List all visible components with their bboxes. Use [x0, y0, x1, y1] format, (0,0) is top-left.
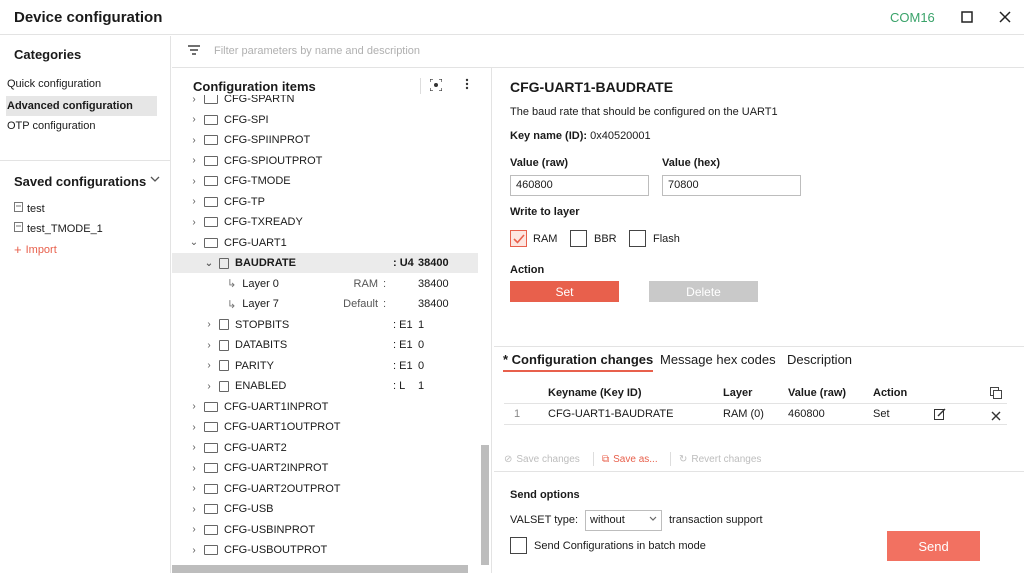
- delete-button[interactable]: Delete: [649, 281, 758, 302]
- more-options-icon[interactable]: [465, 78, 469, 93]
- tree-row-value: 38400: [418, 298, 449, 310]
- ram-label: RAM: [533, 233, 558, 245]
- folder-icon: [204, 156, 218, 166]
- save-as-label: Save as...: [613, 454, 658, 465]
- tree-row-value: 1: [418, 318, 425, 331]
- tree-row-label: CFG-TMODE: [224, 175, 291, 187]
- tree-row-label: DATABITS: [235, 339, 288, 351]
- saved-item-test[interactable]: [14, 202, 45, 215]
- chevron-down-icon: [649, 514, 657, 527]
- chevron-right-icon[interactable]: ›: [192, 134, 196, 146]
- folder-icon: [204, 525, 218, 535]
- row-keyname: CFG-UART1-BAUDRATE: [548, 408, 674, 420]
- configuration-items-title: Configuration items: [193, 79, 316, 94]
- tree-row-label: Layer 0: [242, 277, 279, 290]
- tree-row-cfg-uart2inprot[interactable]: [172, 458, 478, 478]
- edit-icon[interactable]: [934, 407, 946, 425]
- tree-row-cfg-uart2outprot[interactable]: [172, 479, 478, 499]
- tree-row-type: : E1: [393, 339, 413, 351]
- folder-icon: [204, 115, 218, 125]
- detail-panel: [494, 68, 1024, 573]
- filter-icon[interactable]: [188, 44, 201, 59]
- file-icon: [14, 222, 23, 235]
- tree-row-stopbits[interactable]: [172, 315, 478, 335]
- tree-row-baudrate[interactable]: [172, 253, 478, 273]
- parameter-name: CFG-UART1-BAUDRATE: [510, 79, 674, 95]
- tree-row-label: CFG-UART2: [224, 441, 287, 454]
- tree-row-label: STOPBITS: [235, 318, 290, 331]
- focus-icon[interactable]: [430, 78, 442, 96]
- bbr-label: BBR: [594, 233, 617, 245]
- tree-row-cfg-spi[interactable]: [172, 110, 478, 130]
- folder-icon: [204, 463, 218, 473]
- tree-row-value: 0: [418, 359, 425, 372]
- chevron-right-icon[interactable]: ›: [192, 175, 196, 187]
- send-button[interactable]: Send: [887, 531, 980, 561]
- chevron-right-icon[interactable]: ›: [207, 360, 211, 371]
- flash-checkbox[interactable]: [629, 230, 646, 247]
- sidebar-item-otp-configuration[interactable]: OTP configuration: [7, 120, 96, 132]
- plus-icon: +: [14, 242, 22, 257]
- layer-separator: :: [382, 277, 386, 290]
- tree-horizontal-scrollbar[interactable]: [172, 565, 468, 573]
- valset-type-label: VALSET type:: [510, 514, 579, 526]
- chevron-down-icon[interactable]: ⌄: [204, 257, 214, 269]
- tree-row-label: CFG-SPIOUTPROT: [224, 154, 323, 167]
- tabs-divider: [494, 346, 1024, 347]
- folder-icon: [204, 504, 218, 514]
- chevron-right-icon[interactable]: ›: [192, 216, 196, 228]
- tree-row-label: ENABLED: [235, 380, 287, 392]
- tree-row-type: : E1: [393, 359, 413, 372]
- remove-icon[interactable]: [991, 408, 1001, 426]
- tree-row-label: CFG-SPARTN: [224, 95, 295, 105]
- folder-icon: [204, 238, 218, 248]
- import-label: Import: [25, 243, 57, 256]
- folder-icon: [204, 217, 218, 227]
- action-divider: [670, 452, 671, 466]
- folder-icon: [204, 422, 218, 432]
- tree-row-cfg-usb[interactable]: [172, 499, 478, 519]
- key-name-row: [510, 130, 651, 142]
- key-name-value: 0x40520001: [590, 130, 651, 142]
- folder-icon: [204, 545, 218, 555]
- com-port-label[interactable]: COM16: [890, 10, 935, 25]
- tree-row-layer-0[interactable]: [172, 274, 478, 294]
- row-layer: RAM (0): [723, 408, 764, 420]
- save-changes-button[interactable]: [504, 454, 580, 465]
- chevron-right-icon[interactable]: ›: [192, 544, 196, 556]
- row-value: 460800: [788, 408, 825, 420]
- header-divider: [420, 78, 421, 94]
- tree-vertical-scrollbar[interactable]: [481, 445, 489, 565]
- folder-icon: [204, 484, 218, 494]
- sub-arrow-icon: ↳: [227, 298, 237, 311]
- transaction-support-label: transaction support: [669, 514, 763, 526]
- folder-icon: [204, 176, 218, 186]
- tree-row-label: CFG-TP: [224, 195, 265, 208]
- tree-row-label: CFG-USB: [224, 503, 274, 515]
- tree-row-label: CFG-UART1: [224, 236, 287, 249]
- tree-row-cfg-tmode[interactable]: [172, 171, 478, 191]
- send-options-divider: [494, 471, 1024, 472]
- tree-row-layer: Default: [343, 298, 378, 310]
- revert-changes-button[interactable]: [679, 454, 761, 465]
- key-name-label: Key name (ID):: [510, 130, 588, 142]
- saved-item-label: test: [27, 202, 45, 215]
- chevron-right-icon[interactable]: ›: [192, 483, 196, 494]
- chevron-right-icon[interactable]: ›: [207, 380, 211, 392]
- tree-row-label: BAUDRATE: [235, 257, 296, 269]
- tree-row-cfg-txready[interactable]: [172, 212, 478, 232]
- parameter-description: The baud rate that should be configured on the UART1: [510, 106, 778, 118]
- chevron-right-icon[interactable]: ›: [207, 319, 211, 330]
- chevron-right-icon[interactable]: ›: [192, 401, 196, 412]
- folder-icon: [204, 135, 218, 145]
- tab-description[interactable]: Description: [787, 352, 853, 367]
- tree-row-label: CFG-SPIINPROT: [224, 134, 311, 146]
- tree-row-label: CFG-USBINPROT: [224, 523, 316, 536]
- folder-icon: [204, 197, 218, 207]
- tree-row-layer-7[interactable]: [172, 294, 478, 314]
- tree-row-cfg-spartn[interactable]: [172, 95, 478, 109]
- chevron-right-icon[interactable]: ›: [192, 503, 196, 515]
- save-as-button[interactable]: [602, 454, 658, 465]
- title-bar: [0, 0, 1024, 35]
- tree-row-type: : L: [393, 380, 406, 392]
- value-raw-label: Value (raw): [510, 157, 569, 169]
- filter-input[interactable]: Filter parameters by name and description: [214, 45, 421, 57]
- sub-arrow-icon: ↳: [227, 278, 237, 290]
- tree-row-label: PARITY: [235, 359, 274, 372]
- tree-row-cfg-spiinprot[interactable]: [172, 130, 478, 150]
- value-raw-input[interactable]: 460800: [510, 175, 649, 196]
- tree-row-value: 0: [418, 339, 425, 351]
- revert-changes-label: Revert changes: [691, 454, 762, 465]
- tree-row-layer: RAM: [353, 277, 378, 290]
- value-hex-input[interactable]: 70800: [662, 175, 801, 196]
- tree-row-label: CFG-UART1OUTPROT: [224, 421, 341, 433]
- tree-row-label: CFG-UART2INPROT: [224, 462, 329, 474]
- tree-row-cfg-uart1inprot[interactable]: [172, 397, 478, 417]
- layer-separator: :: [382, 298, 386, 310]
- document-icon: [219, 340, 229, 351]
- filter-bar: [172, 36, 1024, 68]
- tree-row-label: Layer 7: [242, 298, 279, 310]
- ram-checkbox[interactable]: [510, 230, 527, 247]
- sidebar-item-quick-configuration[interactable]: Quick configuration: [7, 78, 102, 90]
- tree-row-label: CFG-USBOUTPROT: [224, 544, 328, 556]
- folder-icon: [204, 402, 218, 412]
- write-to-layer-label: Write to layer: [510, 206, 580, 218]
- tree-row-value: 38400: [418, 257, 449, 269]
- tree-row-cfg-uart1[interactable]: [172, 233, 478, 253]
- configuration-items-panel: [172, 68, 492, 573]
- maximize-icon[interactable]: [957, 7, 977, 27]
- sidebar-divider: [0, 160, 171, 161]
- saved-item-label: test_TMODE_1: [27, 222, 103, 235]
- valset-type-select[interactable]: [585, 510, 662, 531]
- tree-row-value: 38400: [418, 277, 449, 290]
- action-label: Action: [510, 264, 545, 276]
- set-button[interactable]: Set: [510, 281, 619, 302]
- saved-configurations-title: Saved configurations: [14, 174, 147, 189]
- folder-icon: [204, 443, 218, 453]
- valset-type-value: without: [590, 514, 625, 526]
- tree-row-type: : U4: [393, 257, 414, 269]
- column-header-keyname: Keyname (Key ID): [548, 387, 642, 399]
- close-icon[interactable]: [995, 7, 1015, 27]
- tree-row-type: : E1: [393, 318, 413, 331]
- sidebar-item-advanced-configuration[interactable]: Advanced configuration: [6, 96, 157, 116]
- value-hex-label: Value (hex): [662, 157, 721, 169]
- revert-icon: ↻: [679, 454, 688, 465]
- tree-row-parity[interactable]: [172, 356, 478, 376]
- tree-row-value: 1: [418, 380, 425, 392]
- tree-row-label: CFG-UART1INPROT: [224, 400, 329, 413]
- import-button[interactable]: [14, 242, 57, 257]
- save-as-icon: ⧉: [602, 454, 610, 465]
- document-icon: [219, 381, 229, 392]
- batch-mode-label: Send Configurations in batch mode: [534, 540, 706, 552]
- saved-item-test-tmode-1[interactable]: [14, 222, 103, 235]
- copy-icon[interactable]: [990, 386, 1002, 404]
- tab-configuration-changes[interactable]: * Configuration changes: [503, 352, 653, 372]
- document-icon: [219, 319, 229, 330]
- folder-icon: [204, 95, 218, 104]
- chevron-right-icon[interactable]: ›: [192, 421, 196, 433]
- tree-list: [172, 95, 478, 565]
- document-icon: [219, 360, 229, 371]
- column-header-value-raw: Value (raw): [788, 387, 847, 399]
- chevron-right-icon[interactable]: ›: [192, 196, 196, 207]
- save-changes-label: Save changes: [516, 454, 580, 465]
- tab-message-hex-codes[interactable]: Message hex codes: [660, 352, 776, 367]
- tree-row-cfg-tp[interactable]: [172, 192, 478, 212]
- tree-row-cfg-uart1outprot[interactable]: [172, 417, 478, 437]
- bbr-checkbox[interactable]: [570, 230, 587, 247]
- document-icon: [219, 258, 229, 269]
- chevron-right-icon[interactable]: ›: [192, 114, 196, 125]
- save-icon: ⊘: [504, 454, 513, 465]
- send-options-title: Send options: [510, 489, 580, 501]
- chevron-right-icon[interactable]: ›: [192, 442, 196, 453]
- chevron-right-icon[interactable]: ›: [192, 95, 196, 105]
- tree-row-cfg-usboutprot[interactable]: [172, 540, 478, 560]
- chevron-right-icon[interactable]: ›: [192, 524, 196, 535]
- file-icon: [14, 202, 23, 215]
- tree-row-label: CFG-UART2OUTPROT: [224, 482, 341, 495]
- column-header-action: Action: [873, 387, 908, 399]
- tree-row-cfg-uart2[interactable]: [172, 438, 478, 458]
- tree-row-cfg-usbinprot[interactable]: [172, 520, 478, 540]
- tree-row-label: CFG-SPI: [224, 113, 269, 126]
- chevron-down-icon[interactable]: [150, 174, 160, 187]
- categories-title: Categories: [14, 47, 82, 62]
- row-index: 1: [514, 408, 521, 420]
- chevron-right-icon[interactable]: ›: [207, 339, 211, 351]
- tree-row-databits[interactable]: [172, 335, 478, 355]
- tree-row-enabled[interactable]: [172, 376, 478, 396]
- chevron-right-icon[interactable]: ›: [192, 462, 196, 474]
- action-divider: [593, 452, 594, 466]
- batch-mode-checkbox[interactable]: [510, 537, 527, 554]
- window-title: Device configuration: [14, 9, 163, 26]
- chevron-down-icon[interactable]: ⌄: [189, 237, 199, 248]
- flash-label: Flash: [653, 233, 680, 245]
- row-action: Set: [873, 408, 890, 420]
- chevron-right-icon[interactable]: ›: [192, 155, 196, 166]
- tree-row-label: CFG-TXREADY: [224, 216, 303, 228]
- column-header-layer: Layer: [723, 387, 753, 399]
- tree-row-cfg-spioutprot[interactable]: [172, 151, 478, 171]
- sidebar: [0, 36, 171, 573]
